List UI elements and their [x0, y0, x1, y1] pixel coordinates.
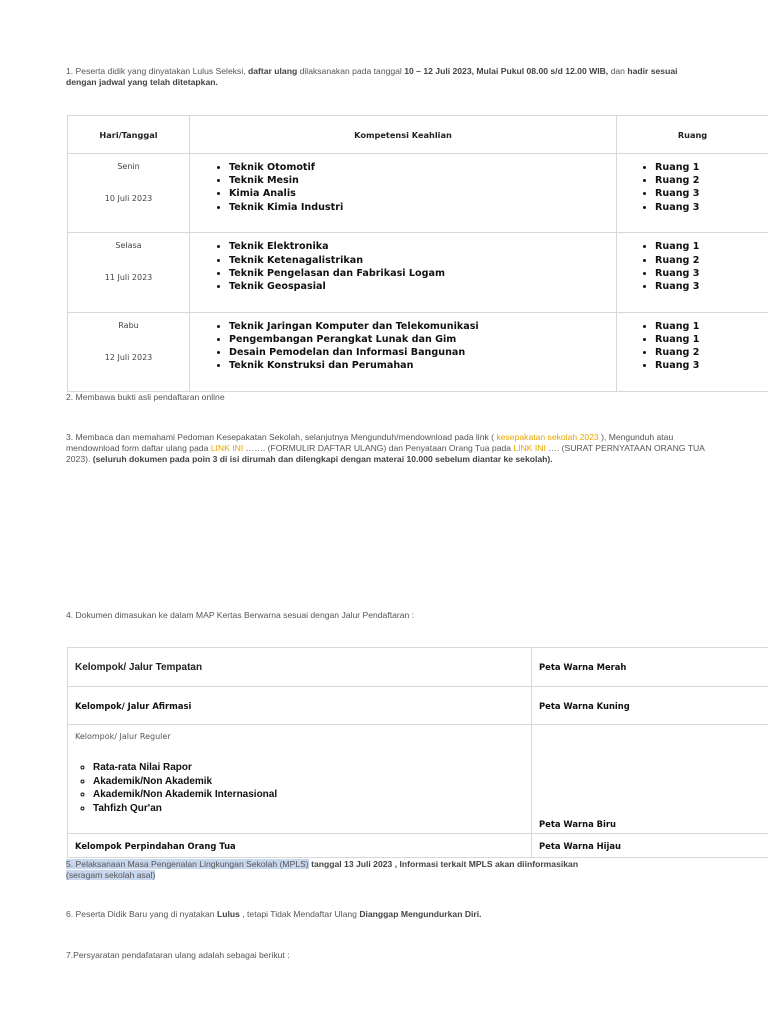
schedule-header-row [68, 116, 768, 154]
p1-text-d: 10 – 12 Juli 2023, Mulai Pukul 08.00 s/d 12.00 WIB, [404, 66, 609, 76]
color-cell: Peta Warna Biru [532, 725, 768, 834]
room-cell [617, 312, 768, 391]
paragraph-6 [66, 909, 482, 920]
day-cell [68, 312, 190, 391]
schedule-row [68, 154, 768, 233]
schedule-row [68, 312, 768, 391]
paragraph-3 [66, 432, 706, 465]
program-item: • Teknik Jaringan Komputer dan Telekomunikasi [229, 320, 616, 333]
day-date: 11 Juli 2023 [104, 273, 153, 283]
group-cell: Kelompok/ Jalur Tempatan [68, 648, 532, 687]
room-item: • Ruang 3 [655, 201, 768, 214]
header-room: Ruang [617, 116, 768, 154]
program-item: • Teknik Otomotif [229, 161, 616, 174]
map-color-table [67, 647, 768, 858]
map-row [68, 687, 768, 725]
p1-text-f: hadir sesuai dengan jadwal yang telah ditetapkan. [66, 66, 678, 87]
map-row [68, 834, 768, 858]
program-item: • Teknik Elektronika [229, 240, 616, 253]
color-cell: Peta Warna Kuning [532, 687, 768, 725]
p6-text-c: , tetapi Tidak Mendaftar Ulang [239, 909, 360, 919]
program-item: • Teknik Ketenagalistrikan [229, 254, 616, 267]
schedule-table [67, 115, 768, 392]
p1-text-c: dilaksanakan pada tanggal [297, 66, 405, 76]
group-cell [68, 725, 532, 834]
group-cell: Kelompok/ Jalur Afirmasi [68, 687, 532, 725]
program-cell [190, 233, 617, 312]
p1-text-b: daftar ulang [248, 66, 298, 76]
room-cell [617, 154, 768, 233]
program-item: • Teknik Konstruksi dan Perumahan [229, 359, 616, 372]
p1-text-a: 1. Peserta didik yang dinyatakan Lulus Seleksi, [66, 66, 249, 76]
subgroup-item: ◦ Akademik/Non Akademik Internasional [93, 788, 531, 802]
program-item: • Teknik Mesin [229, 174, 616, 187]
p5-text-a: 5. Pelaksanaan Masa Pengenalan Lingkungan Sekolah (MPLS) [66, 859, 309, 869]
p6-text-b: Lulus [216, 909, 240, 919]
subgroup-item: ◦ Rata-rata Nilai Rapor [93, 761, 531, 775]
room-item: • Ruang 2 [655, 174, 768, 187]
subgroup-item: ◦ Tahfizh Qur'an [93, 802, 531, 816]
subgroup-item: ◦ Akademik/Non Akademik [93, 775, 531, 789]
program-item: • Teknik Geospasial [229, 280, 616, 293]
map-row [68, 725, 768, 834]
day-name: Rabu [118, 320, 139, 330]
paragraph-2: 2. Membawa bukti asli pendaftaran online [66, 392, 225, 402]
map-row [68, 648, 768, 687]
paragraph-7: 7.Persyaratan pendafataran ulang adalah sebagai berikut : [66, 950, 290, 960]
room-item: • Ruang 3 [655, 267, 768, 280]
link-formulir-daftar-ulang[interactable]: LINK INI [210, 443, 244, 453]
p1-text-e: dan [608, 66, 628, 76]
p6-text-a: 6. Peserta Didik Baru yang di nyatakan [66, 909, 217, 919]
color-cell: Peta Warna Hijau [532, 834, 768, 858]
room-item: • Ruang 1 [655, 320, 768, 333]
header-day: Hari/Tanggal [68, 116, 190, 154]
day-cell [68, 233, 190, 312]
room-item: • Ruang 1 [655, 333, 768, 346]
room-item: • Ruang 2 [655, 346, 768, 359]
p5-text-c: (seragam sekolah asal) [66, 870, 156, 880]
schedule-row [68, 233, 768, 312]
p3-text-e: (seluruh dokumen pada poin 3 di isi dirumah dan dilengkapi dengan materai 10.000 sebelum diantar ke sekolah). [92, 454, 553, 464]
paragraph-5 [66, 859, 611, 881]
paragraph-1 [66, 66, 706, 88]
p5-text-b: tanggal 13 Juli 2023 , Informasi terkait MPLS akan diinformasikan [308, 859, 579, 869]
room-item: • Ruang 2 [655, 254, 768, 267]
room-item: • Ruang 3 [655, 280, 768, 293]
link-kesepakatan-sekolah[interactable]: kesepakatan sekolah 2023 [496, 432, 599, 442]
program-item: • Teknik Pengelasan dan Fabrikasi Logam [229, 267, 616, 280]
group-cell: Kelompok Perpindahan Orang Tua [68, 834, 532, 858]
day-cell [68, 154, 190, 233]
program-cell [190, 312, 617, 391]
reguler-subgroup-list [75, 761, 531, 815]
program-item: • Kimia Analis [229, 187, 616, 200]
day-date: 10 Juli 2023 [104, 194, 153, 203]
program-item: • Desain Pemodelan dan Informasi Bangunan [229, 346, 616, 359]
program-item: • Teknik Kimia Industri [229, 201, 616, 214]
room-item: • Ruang 3 [655, 359, 768, 372]
day-name: Senin [117, 162, 140, 171]
color-cell: Peta Warna Merah [532, 648, 768, 687]
day-name: Selasa [115, 241, 142, 251]
header-program: Kompetensi Keahlian [190, 116, 617, 154]
p3-text-c: ……. (FORMULIR DAFTAR ULANG) dan Penyataan Orang Tua pada [243, 443, 514, 453]
program-cell [190, 154, 617, 233]
room-item: • Ruang 1 [655, 240, 768, 253]
link-surat-pernyataan[interactable]: LINK INI [513, 443, 546, 453]
p3-text-b: ), Mengunduh atau mendownload form daftar ulang pada [66, 432, 674, 453]
paragraph-4: 4. Dokumen dimasukan ke dalam MAP Kertas Berwarna sesuai dengan Jalur Pendaftaran : [66, 610, 415, 620]
room-item: • Ruang 1 [655, 161, 768, 174]
group-label: Kelompok/ Jalur Reguler [75, 732, 171, 741]
room-item: • Ruang 3 [655, 187, 768, 200]
p3-text-a: 3. Membaca dan memahami Pedoman Kesepakatan Sekolah, selanjutnya Mengunduh/mendownload pada link ( [66, 432, 497, 442]
room-cell [617, 233, 768, 312]
p3-text-d: …. (SURAT PERNYATAAN ORANG TUA 2023). [66, 443, 705, 464]
p6-text-d: Dianggap Mengundurkan Diri. [359, 909, 482, 919]
program-item: • Pengembangan Perangkat Lunak dan Gim [229, 333, 616, 346]
day-date: 12 Juli 2023 [104, 352, 153, 362]
